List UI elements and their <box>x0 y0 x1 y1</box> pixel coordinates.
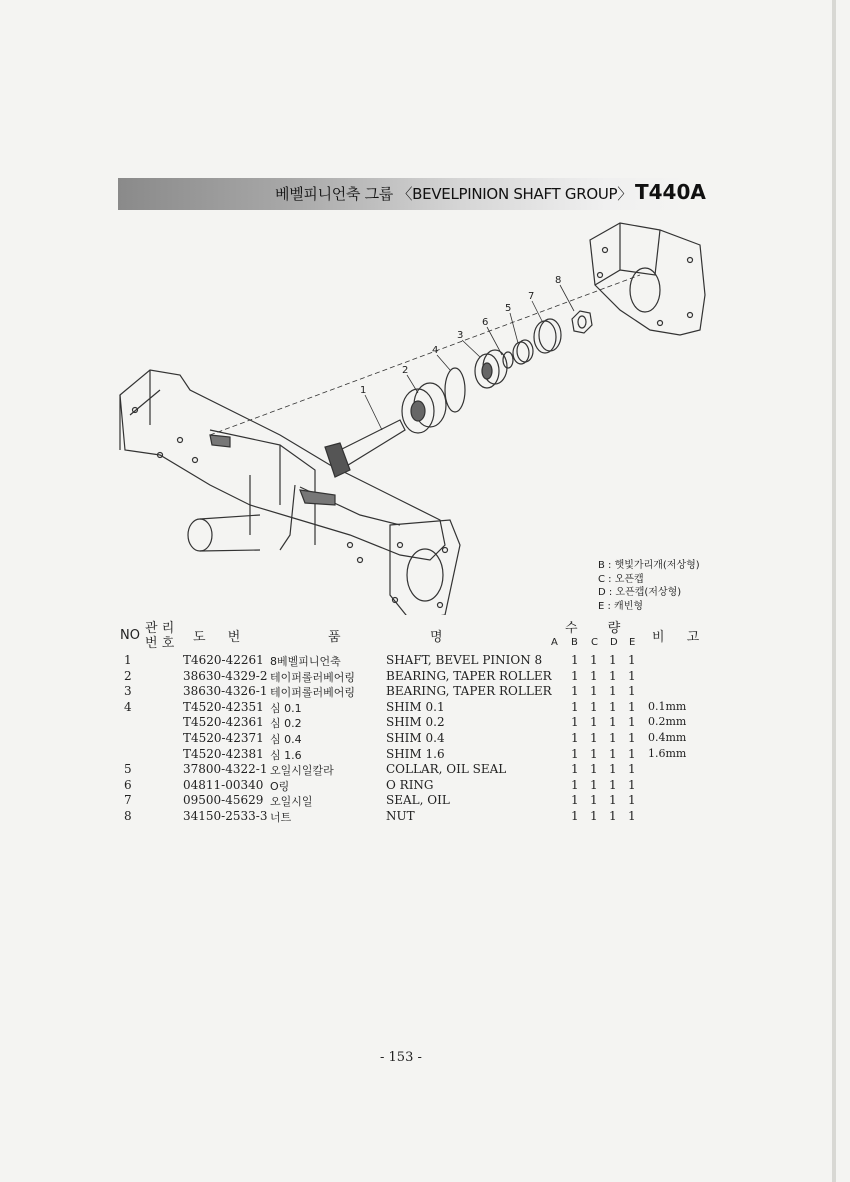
transmission-housing <box>590 223 705 335</box>
qty-value: 1 <box>628 715 636 730</box>
qty-value: 1 <box>609 746 617 761</box>
header-qty-a: A <box>551 637 558 648</box>
header-name: 명 <box>430 630 443 645</box>
header-mgmt-top: 관 리 <box>145 621 175 636</box>
qty-value: 1 <box>628 777 636 792</box>
qty-value: 1 <box>628 653 636 667</box>
callout-8: 8 <box>555 275 562 286</box>
qty-value: 1 <box>571 668 579 683</box>
part-number: T4520-42371 <box>183 731 264 745</box>
part-name-kr: O링 <box>270 779 290 793</box>
model-code: T440A <box>635 180 706 204</box>
qty-value: 1 <box>590 731 598 745</box>
legend-item: C : 오픈캡 <box>598 573 644 585</box>
qty-value: 1 <box>590 746 598 761</box>
part-name-en: SHIM 0.4 <box>386 731 445 745</box>
part-name-kr: 오일시일 <box>270 795 313 809</box>
qty-value: 1 <box>571 684 579 699</box>
row-no: 7 <box>124 793 132 808</box>
table-row <box>0 700 850 715</box>
part-name-en: SHAFT, BEVEL PINION 8 <box>386 653 543 667</box>
part-name-en: NUT <box>386 809 415 823</box>
part-number: 34150-2533-3 <box>183 809 268 823</box>
header-remarks: 비 고 <box>652 630 700 645</box>
qty-value: 1 <box>609 777 617 792</box>
taper-roller-bearing-3 <box>475 350 507 388</box>
legend-item: D : 오픈캡(저상형) <box>598 587 682 598</box>
qty-value: 1 <box>590 809 598 823</box>
callout-6: 6 <box>482 317 489 328</box>
qty-value: 1 <box>571 715 579 730</box>
part-number: T4620-42261 <box>183 653 264 667</box>
qty-value: 1 <box>571 653 579 667</box>
qty-value: 1 <box>590 777 598 792</box>
qty-value: 1 <box>628 684 636 699</box>
taper-roller-bearing-2 <box>402 383 446 433</box>
part-number: 38630-4326-1 <box>183 684 268 699</box>
table-row <box>0 715 850 730</box>
table-row <box>0 747 850 762</box>
part-number: T4520-42351 <box>183 699 264 714</box>
header-qty-b: B <box>571 637 578 648</box>
qty-value: 1 <box>609 653 617 667</box>
part-number: T4520-42381 <box>183 746 264 761</box>
part-name-en: O RING <box>386 777 434 792</box>
row-no: 1 <box>124 653 132 667</box>
row-no: 8 <box>124 809 132 823</box>
page-edge <box>832 0 836 1182</box>
header-no: NO <box>120 628 140 643</box>
qty-value: 1 <box>571 731 579 745</box>
row-no: 5 <box>124 762 132 777</box>
remark: 0.1mm <box>648 699 687 713</box>
remark: 1.6mm <box>648 746 687 760</box>
table-row <box>0 669 850 684</box>
part-name-en: SHIM 0.2 <box>386 715 445 730</box>
part-number: 38630-4329-2 <box>183 668 268 683</box>
header-qty-d: D <box>610 637 618 648</box>
qty-value: 1 <box>628 793 636 808</box>
variant-legend <box>598 559 700 613</box>
qty-value: 1 <box>609 731 617 745</box>
table-row <box>0 762 850 777</box>
callout-3: 3 <box>457 330 464 341</box>
shim-6 <box>503 352 513 368</box>
qty-value: 1 <box>590 668 598 683</box>
qty-value: 1 <box>590 699 598 714</box>
pinion-shaft <box>325 420 405 477</box>
header-qty: 수 량 <box>565 621 621 636</box>
part-name-kr: 8베벨피니언축 <box>270 655 341 668</box>
table-row <box>0 778 850 793</box>
part-name-en: COLLAR, OIL SEAL <box>386 762 507 777</box>
qty-value: 1 <box>571 777 579 792</box>
row-no: 6 <box>124 777 132 792</box>
legend-item: B : 햇빛가리개(저상형) <box>598 560 700 571</box>
qty-value: 1 <box>571 793 579 808</box>
qty-value: 1 <box>590 684 598 699</box>
oil-seal-collar-5 <box>513 340 533 364</box>
row-no: 3 <box>124 684 132 699</box>
part-name-en: SHIM 0.1 <box>386 699 445 714</box>
qty-value: 1 <box>590 762 598 777</box>
qty-value: 1 <box>571 699 579 714</box>
header-part: 품 <box>328 630 341 645</box>
part-name-kr: 심 0.4 <box>270 733 302 746</box>
axle-housing <box>120 370 460 615</box>
callout-5: 5 <box>505 303 512 314</box>
qty-value: 1 <box>609 684 617 699</box>
header-qty-c: C <box>591 637 598 648</box>
table-row <box>0 793 850 808</box>
part-name-kr: 심 0.2 <box>270 717 302 731</box>
row-no: 4 <box>124 699 132 714</box>
qty-value: 1 <box>571 762 579 777</box>
part-name-en: BEARING, TAPER ROLLER <box>386 668 552 683</box>
part-name-kr: 심 1.6 <box>270 748 302 762</box>
qty-value: 1 <box>590 715 598 730</box>
part-name-en: BEARING, TAPER ROLLER <box>386 684 552 699</box>
page-title: 베벨피니언축 그룹 〈BEVELPINION SHAFT GROUP〉 <box>275 185 632 203</box>
callout-1: 1 <box>360 385 367 396</box>
qty-value: 1 <box>628 746 636 761</box>
qty-value: 1 <box>628 762 636 777</box>
qty-value: 1 <box>590 793 598 808</box>
qty-value: 1 <box>571 746 579 761</box>
table-row <box>0 684 850 699</box>
qty-value: 1 <box>628 668 636 683</box>
header-qty-e: E <box>629 637 636 648</box>
qty-value: 1 <box>609 809 617 823</box>
callout-4: 4 <box>432 345 439 356</box>
part-name-kr: 테이퍼롤러베어링 <box>270 686 356 700</box>
qty-value: 1 <box>609 793 617 808</box>
qty-value: 1 <box>609 699 617 714</box>
header-drawing: 도 번 <box>193 630 241 645</box>
part-number: 09500-45629 <box>183 793 264 808</box>
part-name-kr: 너트 <box>270 811 292 824</box>
qty-value: 1 <box>609 762 617 777</box>
part-name-en: SHIM 1.6 <box>386 746 445 761</box>
oil-seal-7 <box>534 319 561 353</box>
table-row <box>0 731 850 746</box>
callout-7: 7 <box>528 291 535 302</box>
part-number: 37800-4322-1 <box>183 762 268 777</box>
table-row <box>0 809 850 824</box>
exploded-parts-diagram <box>100 215 720 615</box>
qty-value: 1 <box>590 653 598 667</box>
callout-2: 2 <box>402 365 409 376</box>
qty-value: 1 <box>609 668 617 683</box>
qty-value: 1 <box>628 699 636 714</box>
page-number: - 153 - <box>380 1050 422 1065</box>
part-number: T4520-42361 <box>183 715 264 730</box>
row-no: 2 <box>124 668 132 683</box>
table-row <box>0 653 850 668</box>
part-number: 04811-00340 <box>183 777 264 792</box>
part-name-kr: 오일시일칼라 <box>270 764 334 778</box>
qty-value: 1 <box>571 809 579 823</box>
part-name-kr: 테이퍼롤러베어링 <box>270 670 356 684</box>
qty-value: 1 <box>628 809 636 823</box>
nut-8 <box>572 311 592 333</box>
part-name-en: SEAL, OIL <box>386 793 450 808</box>
qty-value: 1 <box>609 715 617 730</box>
o-ring-4 <box>445 368 465 412</box>
remark: 0.4mm <box>648 731 687 744</box>
legend-item: E : 캐빈형 <box>598 600 644 612</box>
header-mgmt-bottom: 번 호 <box>145 636 175 651</box>
remark: 0.2mm <box>648 715 687 729</box>
part-name-kr: 심 0.1 <box>270 701 302 715</box>
qty-value: 1 <box>628 731 636 745</box>
